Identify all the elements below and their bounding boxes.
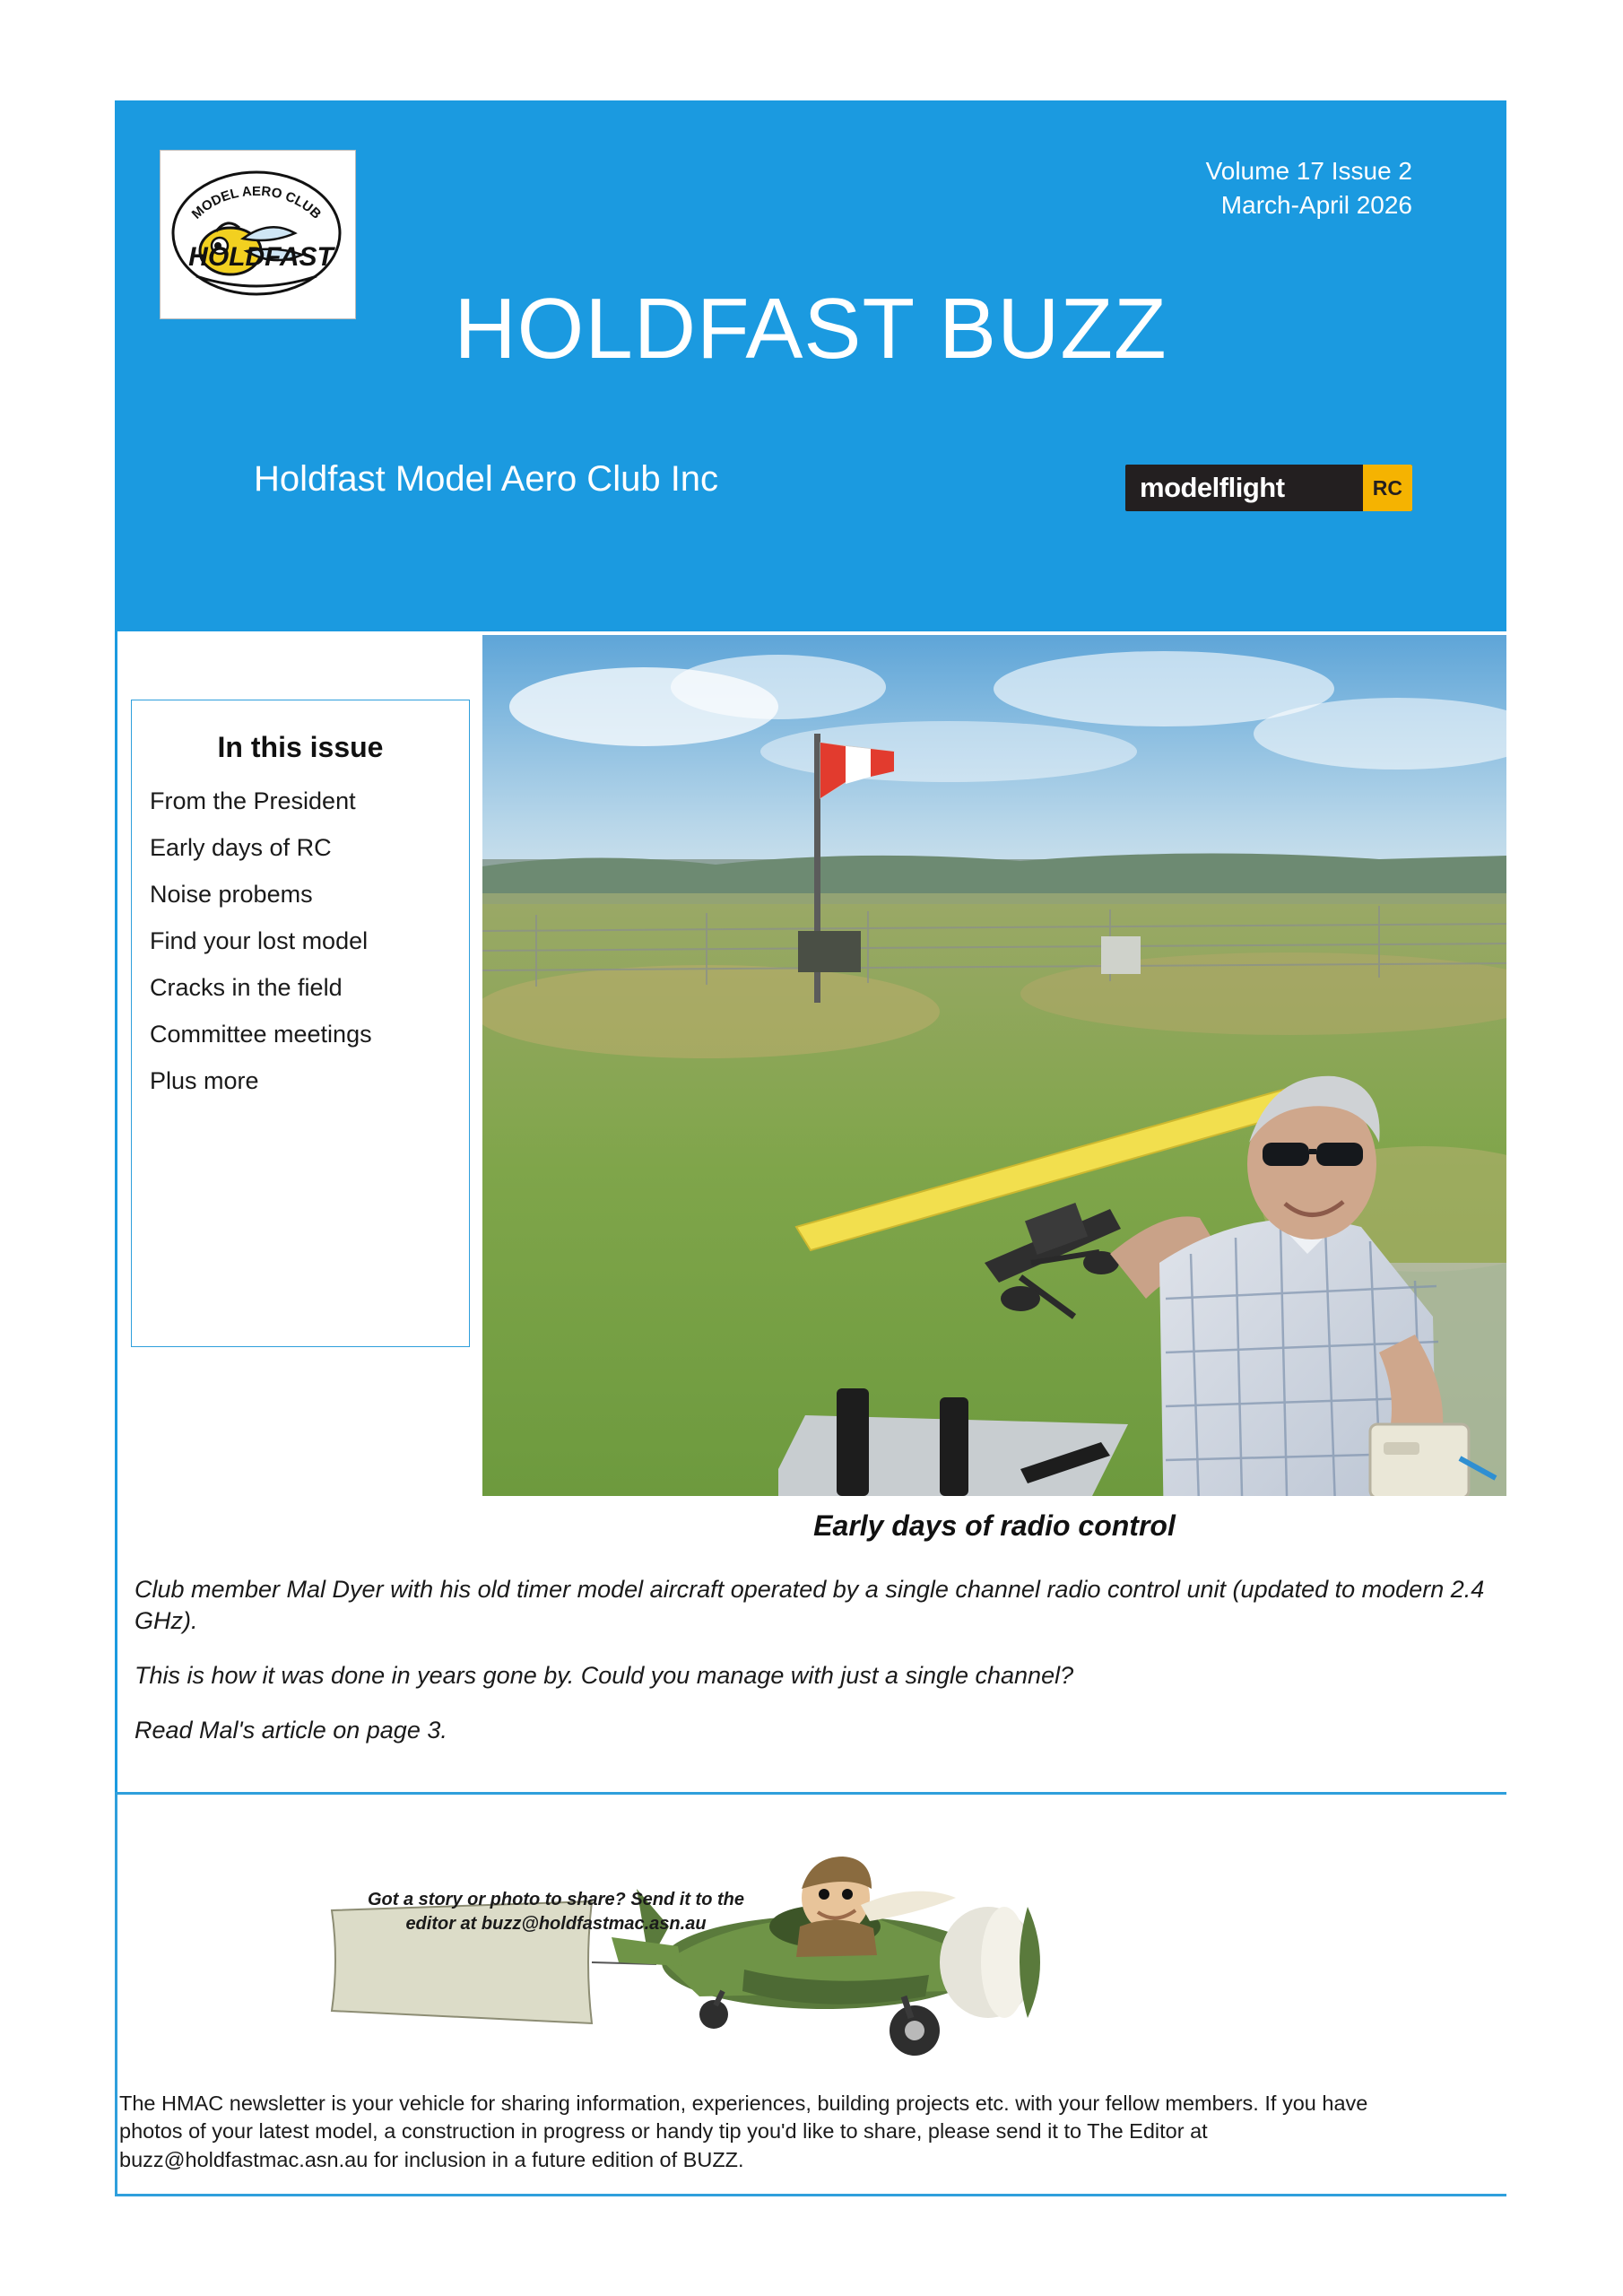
in-this-issue-box xyxy=(131,700,470,1347)
banner-plane-icon xyxy=(323,1812,1246,2081)
feature-paragraph: This is how it was done in years gone by. Could you manage with just a single channel? xyxy=(135,1662,1074,1690)
svg-text:HOLDFAST: HOLDFAST xyxy=(188,242,334,272)
list-item[interactable]: Plus more xyxy=(150,1067,259,1095)
left-divider-rule xyxy=(115,631,117,1792)
section-divider-rule xyxy=(115,1792,1506,1795)
issue-date: March-April 2026 xyxy=(1220,190,1412,219)
sponsor-badge: RC xyxy=(1363,465,1412,511)
list-item[interactable]: Committee meetings xyxy=(150,1021,372,1048)
masthead-title: HOLDFAST BUZZ xyxy=(454,281,1167,377)
issue-info xyxy=(1206,154,1412,222)
svg-text:MODEL AERO CLUB: MODEL AERO CLUB xyxy=(188,183,325,222)
feature-photo xyxy=(482,635,1506,1496)
list-item[interactable]: Find your lost model xyxy=(150,927,369,955)
header-banner xyxy=(115,100,1506,631)
banner-ad-text: Got a story or photo to share? Send it to the editor at buzz@holdfastmac.asn.au xyxy=(367,1890,744,1934)
list-item[interactable]: Noise probems xyxy=(150,881,313,909)
feature-paragraph: Club member Mal Dyer with his old timer model aircraft operated by a single channel radio control unit (updated to modern 2.4 GHz). xyxy=(135,1576,1485,1635)
banner-plane-illustration xyxy=(323,1812,1246,2081)
feature-caption-title: Early days of radio control xyxy=(813,1509,1176,1542)
list-item[interactable]: From the President xyxy=(150,787,356,814)
sponsor-logo[interactable] xyxy=(1125,465,1412,511)
feature-body xyxy=(135,1574,1506,1770)
bottom-left-rule xyxy=(115,1792,117,2196)
sponsor-name: modelflight xyxy=(1140,472,1285,503)
feature-photo-illustration xyxy=(482,635,1506,1496)
club-name: Holdfast Model Aero Club Inc xyxy=(254,459,719,499)
in-this-issue-title: In this issue xyxy=(217,731,384,763)
footer-note: The HMAC newsletter is your vehicle for sharing information, experiences, building projects etc. with your fellow members. If you have photos of your latest model, a construction in progress or handy tip you'd like to share, please send it to The Editor at buzz@holdfastmac.asn.au for inclusion in a future edition of BUZZ. xyxy=(119,2092,1368,2171)
bottom-divider-rule xyxy=(115,2194,1506,2196)
list-item[interactable]: Cracks in the field xyxy=(150,974,343,1002)
issue-volume: Volume 17 Issue 2 xyxy=(1205,157,1412,185)
feature-paragraph: Read Mal's article on page 3. xyxy=(135,1717,447,1744)
list-item[interactable]: Early days of RC xyxy=(150,834,332,862)
in-this-issue-list xyxy=(132,786,469,1096)
